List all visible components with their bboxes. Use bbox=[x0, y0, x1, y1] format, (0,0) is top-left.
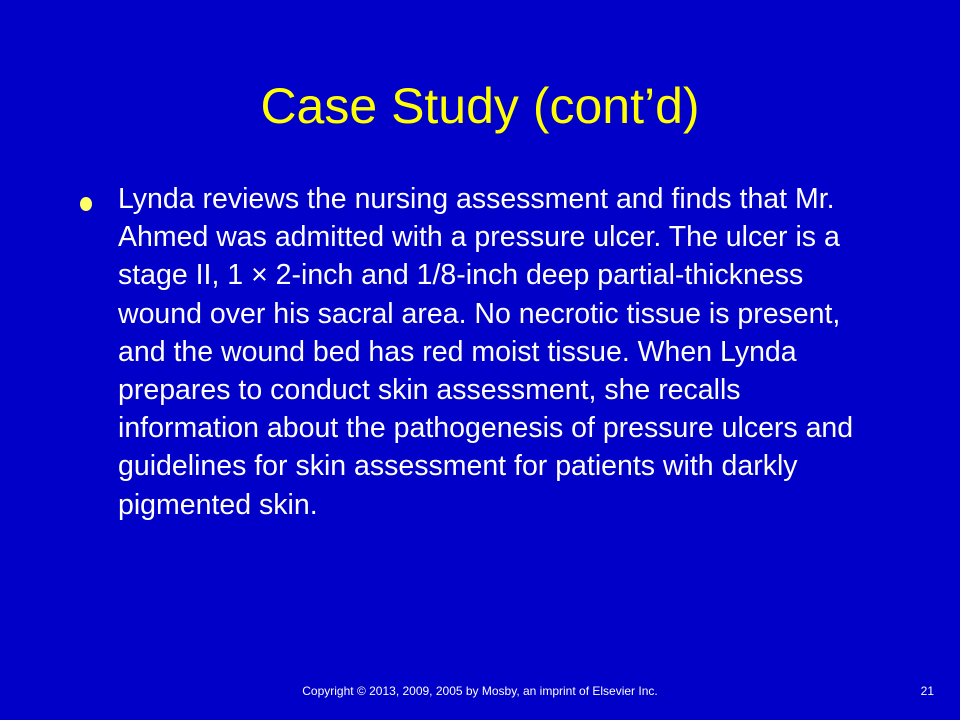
bullet-dot-icon bbox=[80, 197, 92, 211]
bullet-text: Lynda reviews the nursing assessment and finds that Mr. Ahmed was admitted with a pressure ulcer. The ulcer is a stage II, 1 × 2-inch and 1/8-inch deep partial-thickness wound over his sacral area. No necrotic tissue is present, and the wound bed has red moist tissue. When Lynda prepares to conduct skin assessment, she recalls information about the pathogenesis of pressure ulcers and guidelines for skin assessment for patients with darkly pigmented skin. bbox=[118, 183, 854, 521]
bullet-list bbox=[80, 180, 890, 524]
slide-title: Case Study (cont’d) bbox=[260, 78, 700, 134]
page-number: 21 bbox=[920, 684, 934, 698]
copyright-footer: Copyright © 2013, 2009, 2005 by Mosby, an imprint of Elsevier Inc. bbox=[302, 684, 658, 698]
bullet-item bbox=[80, 180, 890, 524]
